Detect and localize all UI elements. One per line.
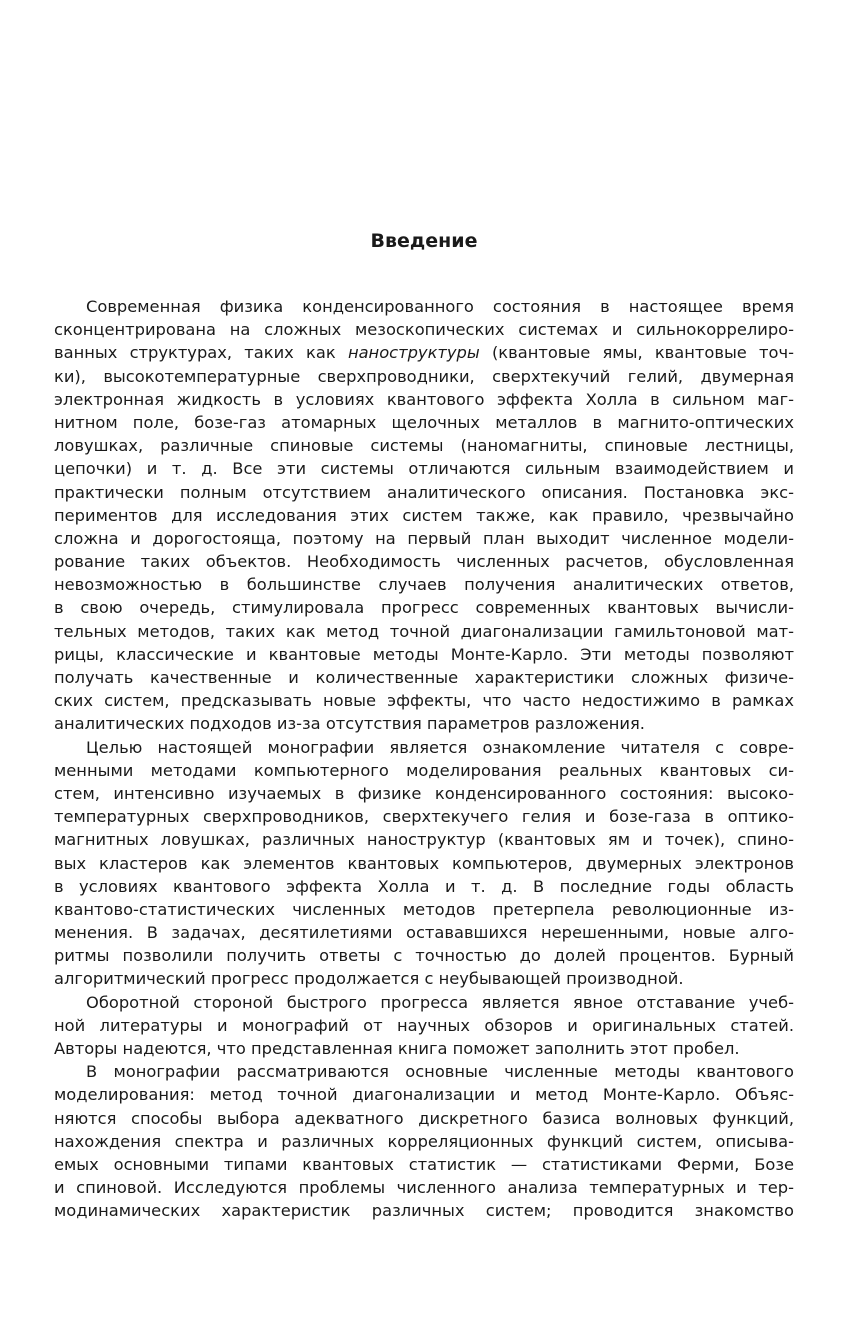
text-line: температурных сверхпроводников, сверхтекучего гелия и бозе-газа в оптико- (54, 807, 794, 827)
text-line: ной литературы и монографий от научных обзоров и оригинальных статей. (54, 1015, 794, 1035)
text-line: периментов для исследования этих систем также, как правило, чрезвычайно (54, 505, 794, 525)
paragraph-1 (54, 295, 794, 736)
text-line: менными методами компьютерного моделирования реальных квантовых си- (54, 760, 794, 780)
text-line: Авторы надеются, что представленная книга поможет заполнить этот пробел. (54, 1039, 740, 1058)
text-line: алгоритмический прогресс продолжается с неубывающей производной. (54, 969, 684, 989)
text-line: аналитических подходов из-за отсутствия параметров разложения. (54, 714, 645, 734)
text-line: практически полным отсутствием аналитического описания. Постановка экс- (54, 482, 794, 502)
text-line: Современная физика конденсированного состояния в настоящее время (86, 297, 794, 316)
text-line: нахождения спектра и различных корреляционных функций систем, описыва- (54, 1131, 794, 1151)
text-line: модинамических характеристик различных систем; проводится знакомство (54, 1201, 794, 1221)
text-line: невозможностью в большинстве случаев получения аналитических ответов, (54, 575, 794, 595)
text-line: цепочки) и т. д. Все эти системы отличаются сильным взаимодействием и (54, 459, 794, 479)
text-line: емых основными типами квантовых статистик — статистиками Ферми, Бозе (54, 1154, 794, 1174)
text-line: квантово-статистических численных методов претерпела революционные из- (54, 899, 794, 919)
paragraph-2 (54, 736, 794, 991)
text-line: вых кластеров как элементов квантовых компьютеров, двумерных электронов (54, 853, 794, 873)
text-line: магнитных ловушках, различных наноструктур (квантовых ям и точек), спино- (54, 830, 794, 850)
paragraph-3 (54, 991, 794, 1061)
document-page (54, 0, 794, 1330)
text-line: сконцентрирована на сложных мезоскопических системах и сильнокоррелиро- (54, 320, 794, 340)
chapter-title: Введение (370, 230, 478, 252)
text-line: электронная жидкость в условиях квантового эффекта Холла в сильном маг- (54, 389, 794, 409)
text-line: получать качественные и количественные характеристики сложных физиче- (54, 668, 794, 687)
text-line: тельных методов, таких как метод точной диагонализации гамильтоновой мат- (54, 621, 794, 641)
text-line: рование таких объектов. Необходимость численных расчетов, обусловленная (54, 552, 794, 572)
text-line: ских систем, предсказывать новые эффекты, что часто недостижимо в рамках (54, 691, 794, 711)
text-line: и спиновой. Исследуются проблемы численного анализа температурных и тер- (54, 1178, 794, 1198)
paragraph-4 (54, 1060, 794, 1222)
text-line: рицы, классические и квантовые методы Монте-Карло. Эти методы позволяют (54, 644, 794, 664)
text-line: стем, интенсивно изучаемых в физике конденсированного состояния: высоко- (54, 783, 794, 803)
text-line: в условиях квантового эффекта Холла и т. д. В последние годы область (54, 876, 794, 896)
text-line: ки), высокотемпературные сверхпроводники, сверхтекучий гелий, двумерная (54, 366, 794, 386)
text-line: в свою очередь, стимулировала прогресс современных квантовых вычисли- (54, 598, 794, 618)
text-line: Целью настоящей монографии является ознакомление читателя с совре- (86, 737, 794, 757)
text-line: ритмы позволили получить ответы с точностью до долей процентов. Бурный (54, 946, 794, 966)
text-line: ванных структурах, таких как наноструктуры (квантовые ямы, квантовые точ- (54, 343, 794, 363)
text-line: моделирования: метод точной диагонализации и метод Монте-Карло. Объяс- (54, 1085, 794, 1105)
text-line: няются способы выбора адекватного дискретного базиса волновых функций, (54, 1108, 794, 1128)
body-text (54, 295, 794, 1223)
text-line: Оборотной стороной быстрого прогресса является явное отставание учеб- (86, 992, 794, 1012)
text-line: сложна и дорогостояща, поэтому на первый план выходит численное модели- (54, 528, 794, 548)
text-line: менения. В задачах, десятилетиями остававшихся нерешенными, новые алго- (54, 923, 794, 943)
text-line: нитном поле, бозе-газ атомарных щелочных металлов в магнито-оптических (54, 412, 794, 432)
text-line: ловушках, различные спиновые системы (наномагниты, спиновые лестницы, (54, 436, 794, 456)
text-line: В монографии рассматриваются основные численные методы квантового (86, 1062, 794, 1082)
